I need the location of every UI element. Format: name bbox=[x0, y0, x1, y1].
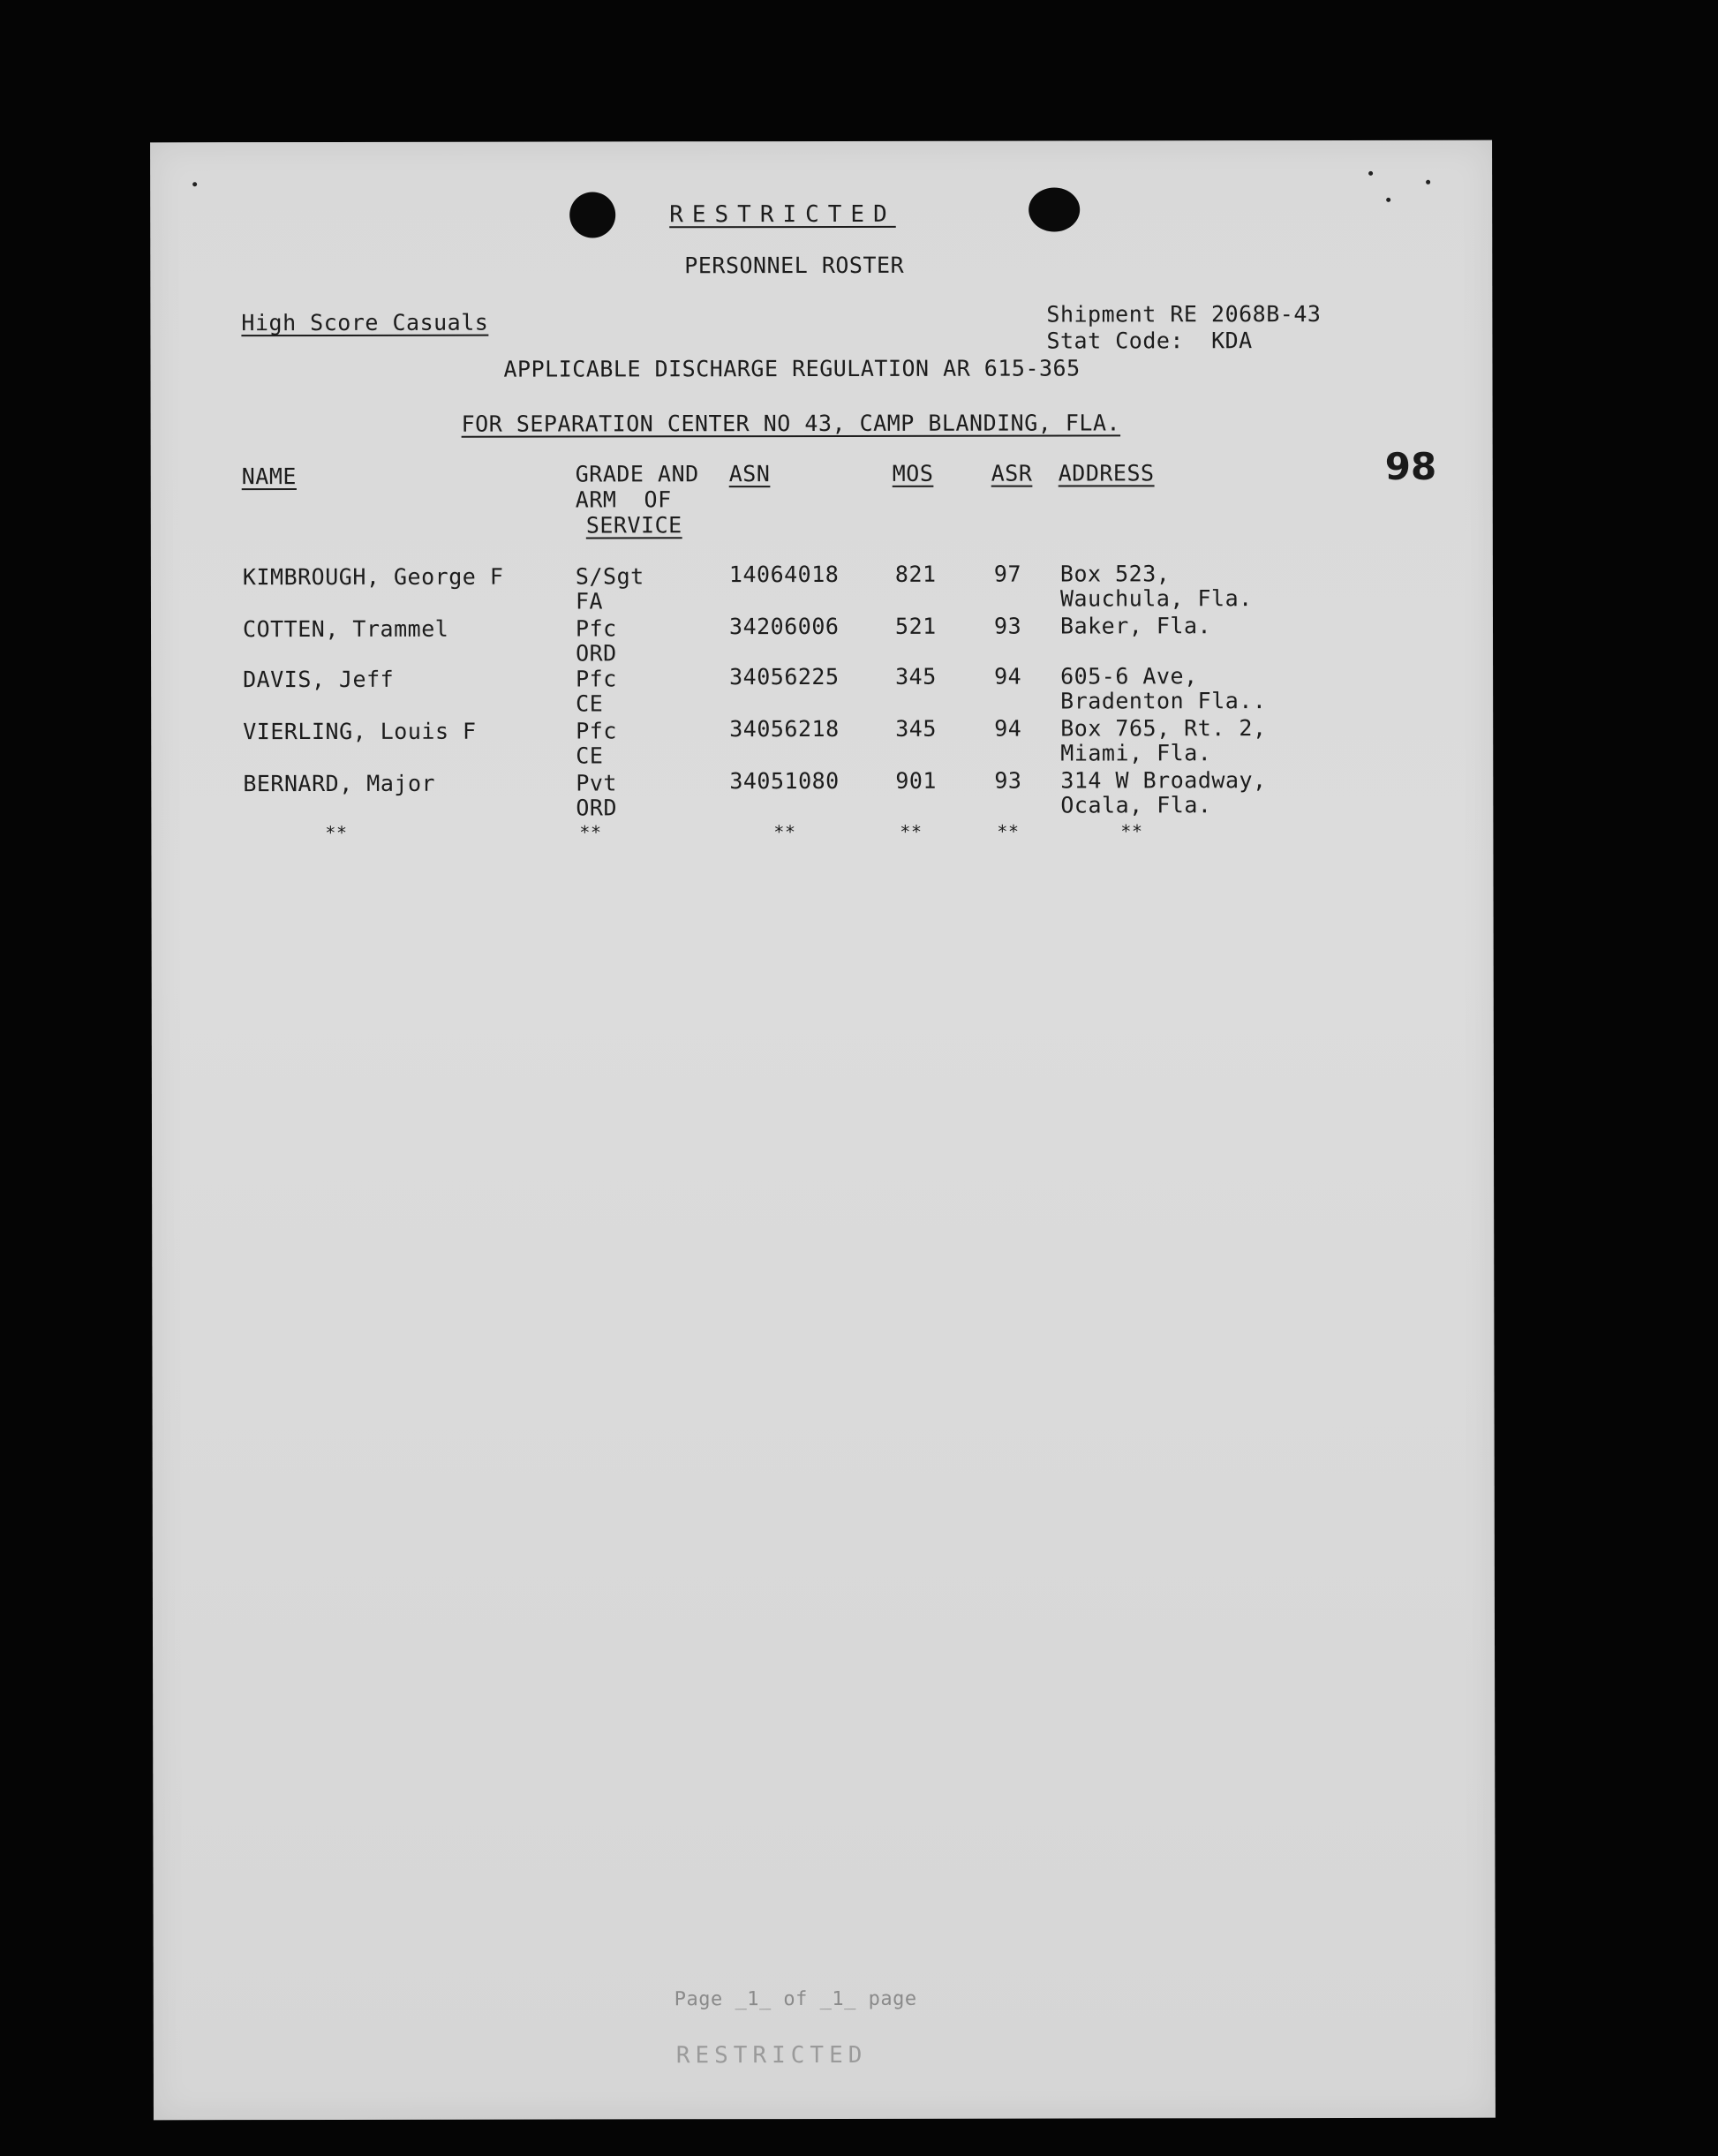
cell-name: COTTEN, Trammel bbox=[242, 615, 449, 643]
end-mark: ** bbox=[773, 821, 796, 843]
cell-asr: 97 bbox=[993, 561, 1022, 587]
col-header-grade-1: GRADE AND bbox=[575, 461, 699, 487]
cell-asn: 34051080 bbox=[729, 767, 840, 795]
cell-address-1: Box 765, Rt. 2, bbox=[1060, 715, 1267, 742]
cell-grade: Pvt bbox=[576, 770, 617, 796]
col-header-asr: ASR bbox=[991, 460, 1033, 486]
cell-grade: S/Sgt bbox=[575, 563, 644, 590]
cell-name: BERNARD, Major bbox=[243, 770, 436, 797]
cell-asn: 34206006 bbox=[728, 613, 840, 640]
footer-classification: RESTRICTED bbox=[675, 2041, 868, 2069]
roster-page bbox=[150, 140, 1496, 2121]
speck bbox=[1426, 180, 1430, 185]
col-header-mos: MOS bbox=[892, 460, 934, 486]
punch-hole-right bbox=[1029, 187, 1080, 231]
speck bbox=[192, 182, 197, 186]
speck bbox=[1368, 171, 1373, 176]
cell-address-1: Baker, Fla. bbox=[1059, 613, 1212, 639]
shipment-number: Shipment RE 2068B-43 bbox=[1046, 301, 1322, 328]
cell-address-1: Box 523, bbox=[1059, 561, 1171, 587]
cell-name: VIERLING, Louis F bbox=[243, 718, 477, 745]
cell-asr: 94 bbox=[994, 663, 1022, 690]
end-mark: ** bbox=[325, 821, 348, 843]
col-header-name: NAME bbox=[241, 464, 297, 490]
table-row bbox=[151, 614, 1493, 668]
cell-address-2: Ocala, Fla. bbox=[1060, 792, 1212, 818]
cell-asn: 34056218 bbox=[729, 715, 840, 743]
table-row bbox=[151, 717, 1493, 771]
cell-asr: 93 bbox=[994, 767, 1022, 794]
cell-grade: Pfc bbox=[575, 615, 617, 642]
cell-arm: ORD bbox=[576, 640, 617, 667]
page-count-line: Page _1_ of _1_ page bbox=[674, 1987, 917, 2011]
speck bbox=[1386, 198, 1390, 202]
group-label: High Score Casuals bbox=[241, 309, 489, 336]
cell-arm: CE bbox=[576, 743, 604, 769]
col-header-address: ADDRESS bbox=[1058, 460, 1155, 486]
end-of-list-row bbox=[151, 820, 1493, 874]
cell-address-2: Bradenton Fla.. bbox=[1060, 688, 1267, 714]
discharge-regulation: APPLICABLE DISCHARGE REGULATION AR 615-365 bbox=[503, 355, 1081, 382]
cell-asr: 93 bbox=[993, 613, 1022, 639]
punch-hole-left bbox=[569, 192, 615, 237]
cell-asr: 94 bbox=[994, 715, 1022, 742]
cell-mos: 901 bbox=[895, 767, 937, 794]
cell-address-1: 314 W Broadway, bbox=[1060, 767, 1267, 794]
cell-mos: 345 bbox=[895, 663, 937, 690]
cell-asn: 34056225 bbox=[729, 663, 840, 690]
cell-grade: Pfc bbox=[576, 666, 617, 692]
table-row bbox=[151, 562, 1493, 616]
cell-name: DAVIS, Jeff bbox=[243, 666, 395, 693]
end-mark: ** bbox=[900, 820, 923, 842]
table-row bbox=[151, 665, 1493, 719]
stat-code: Stat Code: KDA bbox=[1046, 328, 1253, 354]
cell-mos: 521 bbox=[894, 613, 937, 639]
end-mark: ** bbox=[579, 821, 602, 843]
cell-name: KIMBROUGH, George F bbox=[242, 563, 504, 591]
page-number: 98 bbox=[1384, 444, 1437, 488]
cell-arm: ORD bbox=[576, 795, 618, 821]
cell-address-1: 605-6 Ave, bbox=[1060, 663, 1198, 690]
cell-mos: 345 bbox=[895, 715, 937, 742]
cell-address-2: Wauchula, Fla. bbox=[1059, 585, 1253, 612]
cell-arm: CE bbox=[576, 690, 604, 717]
col-header-asn: ASN bbox=[728, 461, 771, 487]
classification-heading: RESTRICTED bbox=[669, 200, 896, 229]
separation-center: FOR SEPARATION CENTER NO 43, CAMP BLANDING, FLA. bbox=[461, 410, 1121, 437]
cell-mos: 821 bbox=[894, 561, 937, 587]
col-header-grade-2: ARM OF bbox=[575, 486, 672, 513]
cell-asn: 14064018 bbox=[728, 561, 840, 588]
roster-title: PERSONNEL ROSTER bbox=[684, 252, 905, 279]
table-row bbox=[151, 769, 1493, 823]
cell-arm: FA bbox=[575, 588, 604, 614]
end-mark: ** bbox=[1120, 820, 1143, 842]
cell-address-2: Miami, Fla. bbox=[1060, 740, 1212, 766]
cell-grade: Pfc bbox=[576, 718, 617, 744]
col-header-grade-3: SERVICE bbox=[585, 512, 682, 539]
end-mark: ** bbox=[997, 820, 1020, 842]
